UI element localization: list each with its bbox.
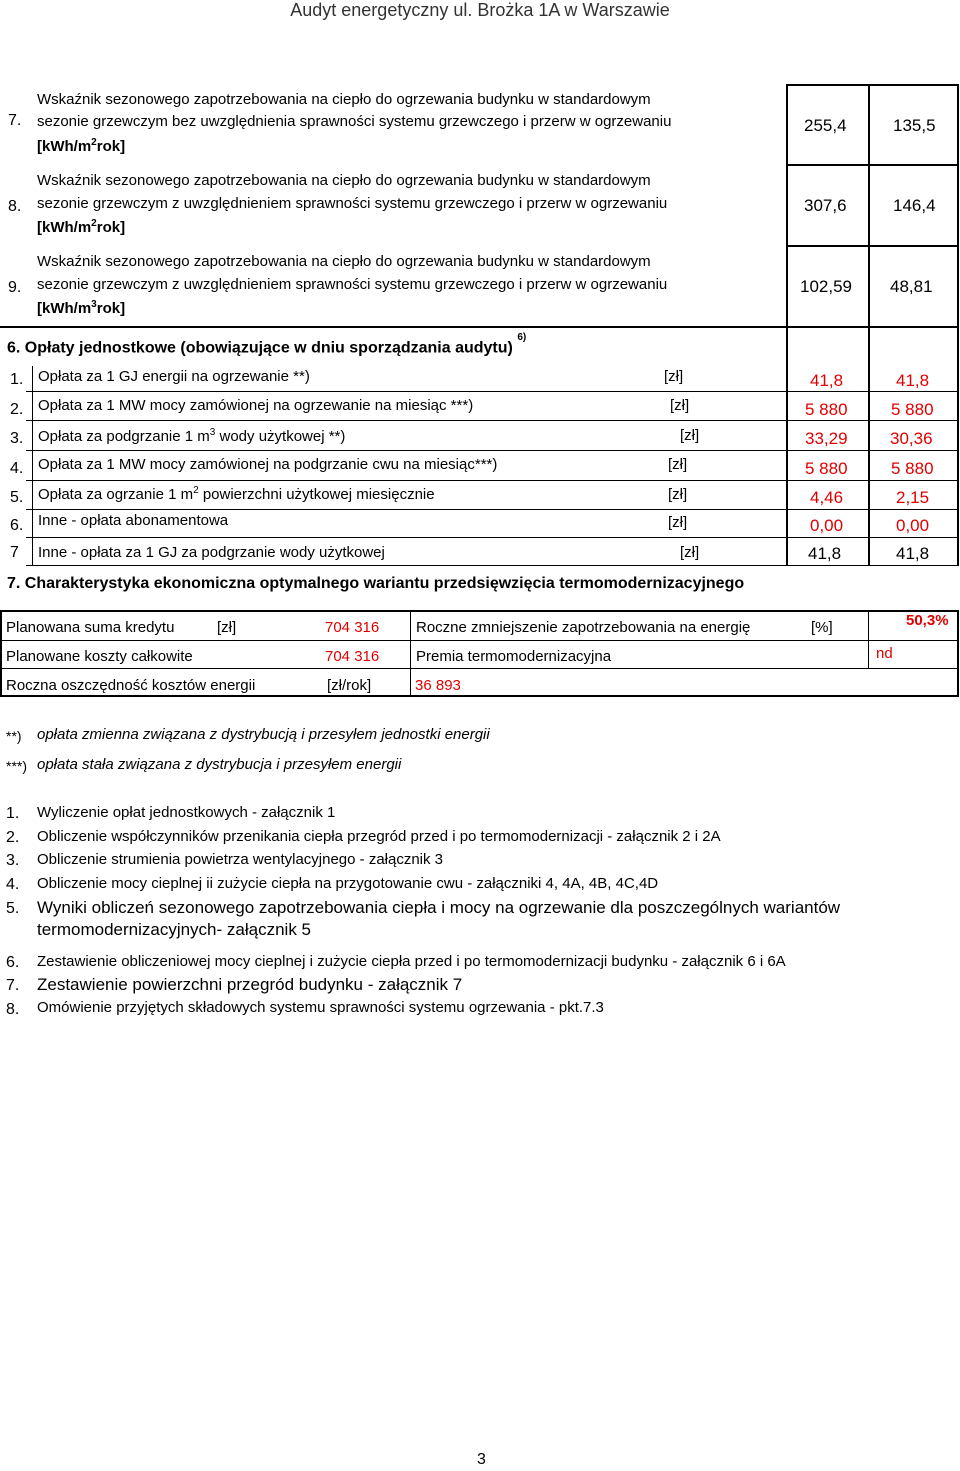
table-border — [410, 610, 411, 697]
attachment-text-continued: termomodernizacyjnych- załącznik 5 — [37, 920, 311, 939]
table-border — [786, 326, 788, 566]
table-border — [868, 326, 870, 566]
fee-row-value-a: 33,29 — [805, 429, 848, 448]
indicator-text-line1: Wskaźnik sezonowego zapotrzebowania na ciepło do ogrzewania budynku w standardowym — [37, 91, 651, 108]
fee-row-number: 5. — [10, 489, 24, 506]
fee-row-label: Opłata za 1 GJ energii na ogrzewanie **) — [38, 368, 310, 385]
attachment-number: 5. — [6, 900, 20, 917]
reduction-value: 50,3% — [906, 612, 949, 629]
indicator-text-line2: sezonie grzewczym z uwzględnieniem sprawności systemu grzewczego i przerw w ogrzewaniu — [37, 195, 668, 212]
table-border — [957, 84, 959, 359]
attachment-number: 3. — [6, 852, 20, 869]
indicator-value-b: 48,81 — [890, 277, 933, 296]
table-border — [786, 245, 959, 247]
credit-label: Planowana suma kredytu — [6, 619, 175, 636]
fee-row-value-a: 5 880 — [805, 459, 848, 478]
credit-value: 704 316 — [325, 619, 380, 636]
attachment-number: 4. — [6, 876, 20, 893]
fee-row-label: Inne - opłata abonamentowa — [38, 512, 229, 529]
fee-row-number: 4. — [10, 460, 24, 477]
indicator-text-line1: Wskaźnik sezonowego zapotrzebowania na ciepło do ogrzewania budynku w standardowym — [37, 253, 651, 270]
indicator-unit: $[kWh/m^2rok]$ — [37, 137, 126, 155]
fee-row-number: 7 — [10, 544, 19, 561]
fee-row-value-b: 0,00 — [896, 516, 930, 535]
indicator-text-line2: sezonie grzewczym bez uwzględnienia sprawności systemu grzewczego i przerw w ogrzewaniu — [37, 113, 672, 130]
page-number: 3 — [477, 1451, 486, 1468]
footnote-mark: ***) — [6, 758, 28, 774]
indicator-value-a: 255,4 — [804, 116, 847, 135]
indicator-value-b: 135,5 — [893, 116, 936, 135]
footnote-mark: **) — [6, 728, 22, 744]
row-border — [26, 480, 959, 481]
fee-row-number: 3. — [10, 430, 24, 447]
section-6-title: 6. Opłaty jednostkowe (obowiązujące w dniu sporządzania audytu) $^{6)}$ — [7, 332, 527, 357]
indicator-text-line2: sezonie grzewczym z uwzględnieniem sprawności systemu grzewczego i przerw w ogrzewaniu — [37, 276, 668, 293]
fee-row-value-b: 5 880 — [891, 459, 934, 478]
fee-row-unit: [zł] — [664, 368, 684, 385]
fee-row-value-a: 0,00 — [810, 516, 844, 535]
fee-row-number: 2. — [10, 401, 24, 418]
row-border — [26, 537, 959, 538]
attachment-text: Obliczenie współczynników przenikania ciepła przegród przed i po termomodernizacji - załącznik 2 i 2A — [37, 828, 721, 845]
indicator-value-a: 102,59 — [800, 277, 852, 296]
table-border — [786, 84, 959, 86]
fee-row-unit: [zł] — [670, 397, 690, 414]
footnote-text: opłata zmienna związana z dystrybucją i przesyłem jednostki energii — [37, 726, 490, 743]
table-border — [957, 610, 959, 697]
attachment-text: Zestawienie obliczeniowej mocy cieplnej i zużycie ciepła przed i po termomodernizacji budynku - załącznik 6 i 6A — [37, 953, 786, 970]
table-border — [786, 84, 788, 359]
table-border — [0, 326, 959, 328]
fee-row-unit: [zł] — [680, 427, 700, 444]
cost-value: 704 316 — [325, 648, 380, 665]
indicator-unit: $[kWh/m^3rok]$ — [37, 299, 126, 317]
attachment-text: Wyliczenie opłat jednostkowych - załącznik 1 — [37, 804, 336, 821]
fee-row-value-b: 30,36 — [890, 429, 933, 448]
premium-label: Premia termomodernizacyjna — [416, 648, 612, 665]
savings-unit: [zł/rok] — [327, 677, 372, 694]
savings-value: 36 893 — [415, 677, 461, 694]
fee-row-unit: [zł] — [668, 514, 688, 531]
row-border — [26, 509, 959, 510]
fee-row-label: Opłata za 1 MW mocy zamówionej na podgrzanie cwu na miesiąc***) — [38, 456, 498, 473]
row-border — [26, 391, 959, 392]
attachment-number: 2. — [6, 829, 20, 846]
attachment-number: 7. — [6, 977, 20, 994]
row-number: 8. — [8, 198, 22, 215]
attachment-text: Wyniki obliczeń sezonowego zapotrzebowania ciepła i mocy na ogrzewanie dla poszczególnych wariantów — [37, 898, 841, 917]
table-border — [786, 164, 959, 166]
indicator-value-a: 307,6 — [804, 196, 847, 215]
table-border — [0, 610, 2, 697]
fee-row-label: Inne - opłata za 1 GJ za podgrzanie wody użytkowej — [38, 544, 385, 561]
indicator-text-line1: Wskaźnik sezonowego zapotrzebowania na ciepło do ogrzewania budynku w standardowym — [37, 172, 651, 189]
reduction-unit: [%] — [811, 619, 833, 636]
fee-row-value-b: 41,8 — [896, 544, 930, 563]
cost-label: Planowane koszty całkowite — [6, 648, 193, 665]
credit-unit: [zł] — [217, 619, 237, 636]
fee-row-label: Opłata za 1 MW mocy zamówionej na ogrzewanie na miesiąc ***) — [38, 397, 474, 414]
table-border — [0, 610, 959, 612]
fee-row-value-b: 41,8 — [896, 371, 930, 390]
table-border — [868, 610, 869, 669]
attachment-number: 6. — [6, 954, 20, 971]
fee-row-number: 1. — [10, 371, 24, 388]
attachment-text: Omówienie przyjętych składowych systemu sprawności systemu ogrzewania - pkt.7.3 — [37, 999, 604, 1016]
attachment-text: Zestawienie powierzchni przegród budynku - załącznik 7 — [37, 975, 463, 994]
footnote-text: opłata stała związana z dystrybucja i przesyłem energii — [37, 756, 402, 773]
row-border — [26, 565, 959, 566]
premium-value: nd — [876, 645, 893, 662]
reduction-label: Roczne zmniejszenie zapotrzebowania na energię — [416, 619, 751, 636]
row-number: 7. — [8, 112, 22, 129]
attachment-text: Obliczenie strumienia powietrza wentylacyjnego - załącznik 3 — [37, 851, 444, 868]
table-border — [0, 668, 959, 669]
fee-row-value-a: 41,8 — [808, 544, 842, 563]
section-7-title: 7. Charakterystyka ekonomiczna optymalnego wariantu przedsięwzięcia termomodernizacyjnego — [7, 575, 745, 592]
table-border — [32, 366, 33, 566]
fee-row-number: 6. — [10, 517, 24, 534]
attachment-number: 8. — [6, 1001, 20, 1018]
savings-label: Roczna oszczędność kosztów energii — [6, 677, 256, 694]
fee-row-label: Opłata za podgrzanie 1 $m^3$ wody użytkowej **) — [38, 427, 346, 445]
table-border — [957, 326, 959, 566]
fee-row-value-b: 2,15 — [896, 488, 930, 507]
fee-row-value-a: 41,8 — [810, 371, 844, 390]
attachment-text: Obliczenie mocy cieplnej ii zużycie ciepła na przygotowanie cwu - załączniki 4, 4A, 4B, 4C,4D — [37, 875, 659, 892]
row-border — [26, 420, 959, 421]
page-header-title: Audyt energetyczny ul. Brożka 1A w Warszawie — [290, 0, 670, 20]
fee-row-value-a: 4,46 — [810, 488, 844, 507]
row-number: 9. — [8, 279, 22, 296]
fee-row-unit: [zł] — [680, 544, 700, 561]
fee-row-unit: [zł] — [668, 486, 688, 503]
indicator-value-b: 146,4 — [893, 196, 936, 215]
table-border — [868, 84, 870, 359]
row-border — [26, 450, 959, 451]
indicator-unit: $[kWh/m^2rok]$ — [37, 218, 126, 236]
fee-row-label: Opłata za ogrzanie 1 $m^2$ powierzchni użytkowej miesięcznie — [38, 485, 435, 503]
fee-row-unit: [zł] — [668, 456, 688, 473]
attachment-number: 1. — [6, 805, 20, 822]
fee-row-value-a: 5 880 — [805, 400, 848, 419]
table-border — [0, 640, 959, 641]
fee-row-value-b: 5 880 — [891, 400, 934, 419]
table-border — [0, 695, 959, 697]
